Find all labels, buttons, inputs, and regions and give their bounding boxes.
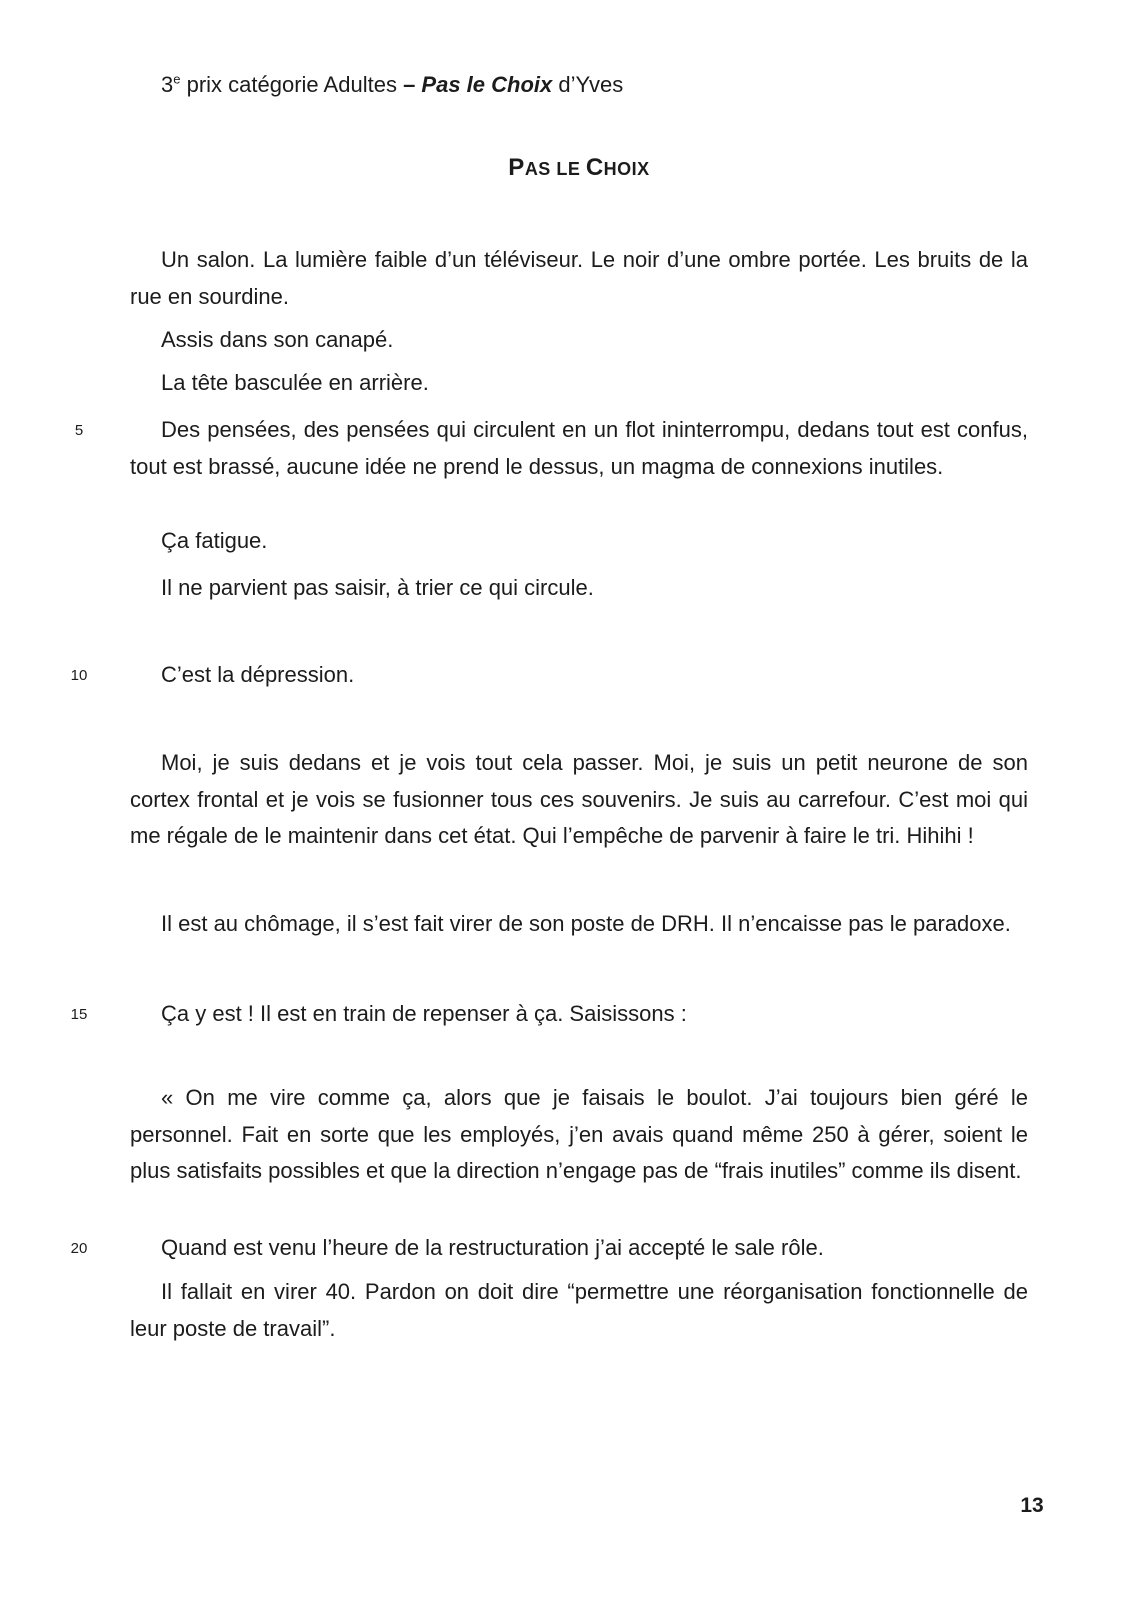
paragraph-depression: C’est la dépression. — [161, 662, 355, 687]
prize-ordinal-suffix: e — [173, 71, 181, 87]
paragraph-moi-je-suis: Moi, je suis dedans et je vois tout cela passer. Moi, je suis un petit neurone de son cortex frontal et je vois se fusionner tous ces souvenirs. Je suis au carrefour. C’est moi qui me régale de le maintenir dans cet état. Qui l’empêche de parvenir à faire le tri. Hihihi ! — [130, 750, 1028, 848]
paragraph-il-fallait: Il fallait en virer 40. Pardon on doit dire “permettre une réorganisation fonctionnelle de leur poste de travail”. — [130, 1279, 1028, 1341]
paragraph-la-tete: La tête basculée en arrière. — [161, 370, 429, 395]
title-cap-2: C — [585, 154, 604, 181]
work-title-inline: Pas le Choix — [421, 72, 553, 97]
prize-category: prix catégorie Adultes — [180, 72, 404, 97]
paragraph-des-pensees: Des pensées, des pensées qui circulent en un flot ininterrompu, dedans tout est confus, tout est brassé, aucune idée ne prend le dessus, un magma de connexions inutiles. — [130, 417, 1028, 479]
prize-number: 3 — [161, 72, 174, 97]
paragraph-chomage: Il est au chômage, il s’est fait virer de son poste de DRH. Il n’encaisse pas le paradoxe. — [161, 911, 1011, 936]
page-title — [130, 152, 1028, 187]
line-number-10: 10 — [70, 667, 88, 684]
paragraph-restructuration: Quand est venu l’heure de la restructuration j’ai accepté le sale rôle. — [161, 1235, 824, 1260]
paragraph-ca-fatigue: Ça fatigue. — [161, 528, 268, 553]
paragraph-il-ne-parvient: Il ne parvient pas saisir, à trier ce qui circule. — [161, 575, 594, 600]
line-number-5: 5 — [74, 422, 84, 439]
header-dash: – — [403, 72, 422, 97]
paragraph-un-salon: Un salon. La lumière faible d’un téléviseur. Le noir d’une ombre portée. Les bruits de la rue en sourdine. — [130, 247, 1028, 309]
line-number-15: 15 — [70, 1006, 88, 1023]
author-name: d’Yves — [552, 72, 624, 97]
title-smallcaps-2: HOIX — [603, 159, 650, 179]
paragraph-on-me-vire: « On me vire comme ça, alors que je faisais le boulot. J’ai toujours bien géré le personnel. Fait en sorte que les employés, j’en avais quand même 250 à gérer, soient le plus satisfaits possibles et que la direction n’engage pas de “frais inutiles” comme ils disent. — [130, 1085, 1028, 1183]
title-cap-1: P — [508, 154, 525, 181]
page-number: 13 — [1020, 1494, 1044, 1517]
title-smallcaps-1: AS LE — [524, 159, 586, 179]
paragraph-ca-y-est: Ça y est ! Il est en train de repenser à ça. Saisissons : — [161, 1001, 687, 1026]
document-header — [130, 70, 1028, 100]
line-number-20: 20 — [70, 1240, 88, 1257]
paragraph-assis: Assis dans son canapé. — [161, 327, 394, 352]
